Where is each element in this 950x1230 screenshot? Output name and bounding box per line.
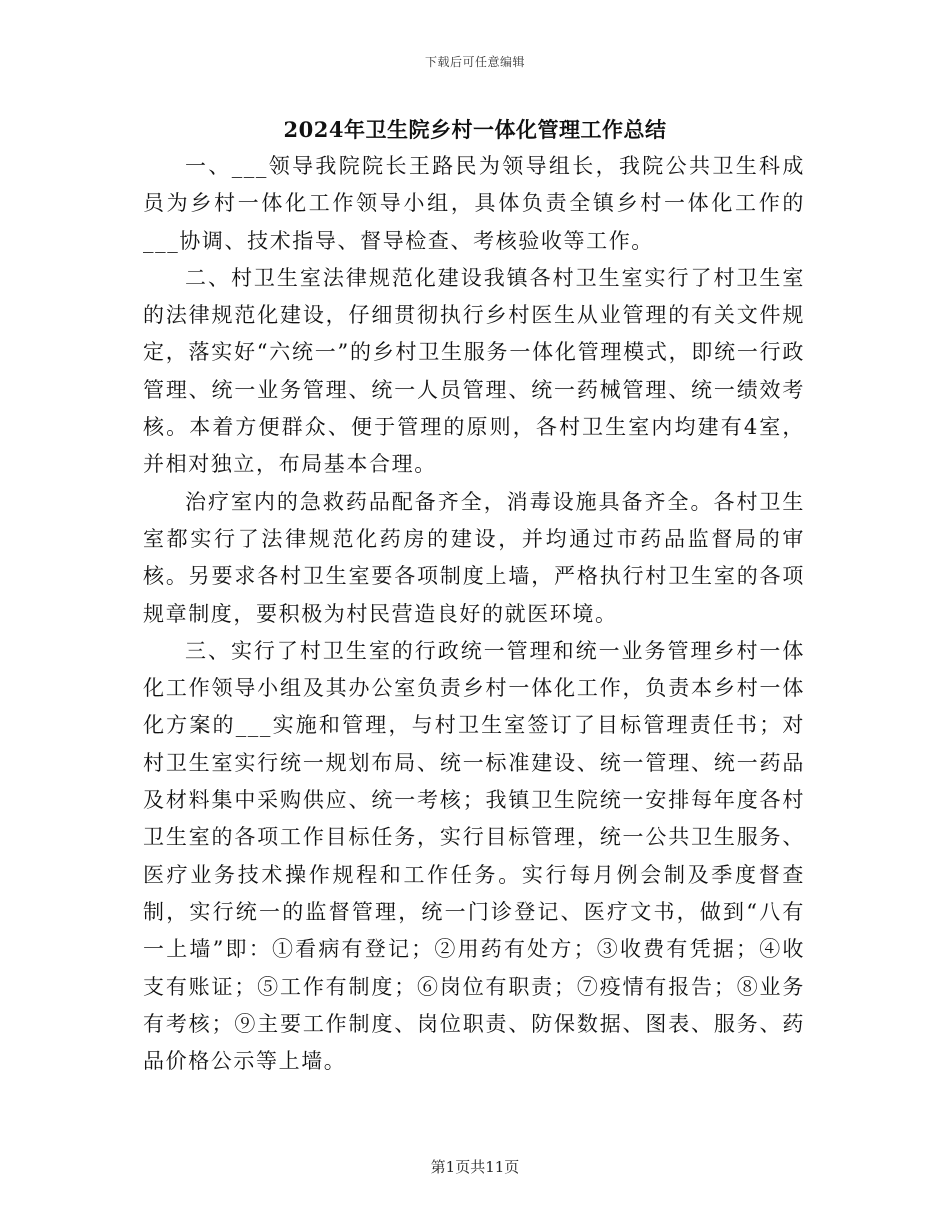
- paragraph-4: 三、实行了村卫生室的行政统一管理和统一业务管理乡村一体化工作领导小组及其办公室负责乡村一体化工作，负责本乡村一体化方案的___实施和管理，与村卫生室签订了目标管理责任书；对村卫生室实行统一规划布局、统一标准建设、统一管理、统一药品及材料集中采购供应、统一考核；我镇卫生院统一安排每年度各村卫生室的各项工作目标任务，实行目标管理，统一公共卫生服务、医疗业务技术操作规程和工作任务。实行每月例会制及季度督查制，实行统一的监督管理，统一门诊登记、医疗文书，做到“八有一上墙”即：①看病有登记；②用药有处方；③收费有凭据；④收支有账证；⑤工作有制度；⑥岗位有职责；⑦疫情有报告；⑧业务有考核；⑨主要工作制度、岗位职责、防保数据、图表、服务、药品价格公示等上墙。: [143, 638, 805, 1074]
- document-body: [143, 148, 805, 1080]
- paragraph-3: 治疗室内的急救药品配备齐全，消毒设施具备齐全。各村卫生室都实行了法律规范化药房的建设，并均通过市药品监督局的审核。另要求各村卫生室要各项制度上墙，严格执行村卫生室的各项规章制度，要积极为村民营造良好的就医环境。: [143, 489, 805, 626]
- header-note: 下载后可任意编辑: [424, 55, 525, 69]
- paragraph-1: 一、___领导我院院长王路民为领导组长，我院公共卫生科成员为乡村一体化工作领导小组，具体负责全镇乡村一体化工作的___协调、技术指导、督导检查、考核验收等工作。: [143, 154, 805, 253]
- document-title: 2024年卫生院乡村一体化管理工作总结: [283, 117, 667, 142]
- page-footer: 第1页共11页: [430, 1158, 520, 1176]
- paragraph-2: 二、村卫生室法律规范化建设我镇各村卫生室实行了村卫生室的法律规范化建设，仔细贯彻执行乡村医生从业管理的有关文件规定，落实好“六统一”的乡村卫生服务一体化管理模式，即统一行政管理、统一业务管理、统一人员管理、统一药械管理、统一绩效考核。本着方便群众、便于管理的原则，各村卫生室内均建有4室，并相对独立，布局基本合理。: [143, 265, 805, 477]
